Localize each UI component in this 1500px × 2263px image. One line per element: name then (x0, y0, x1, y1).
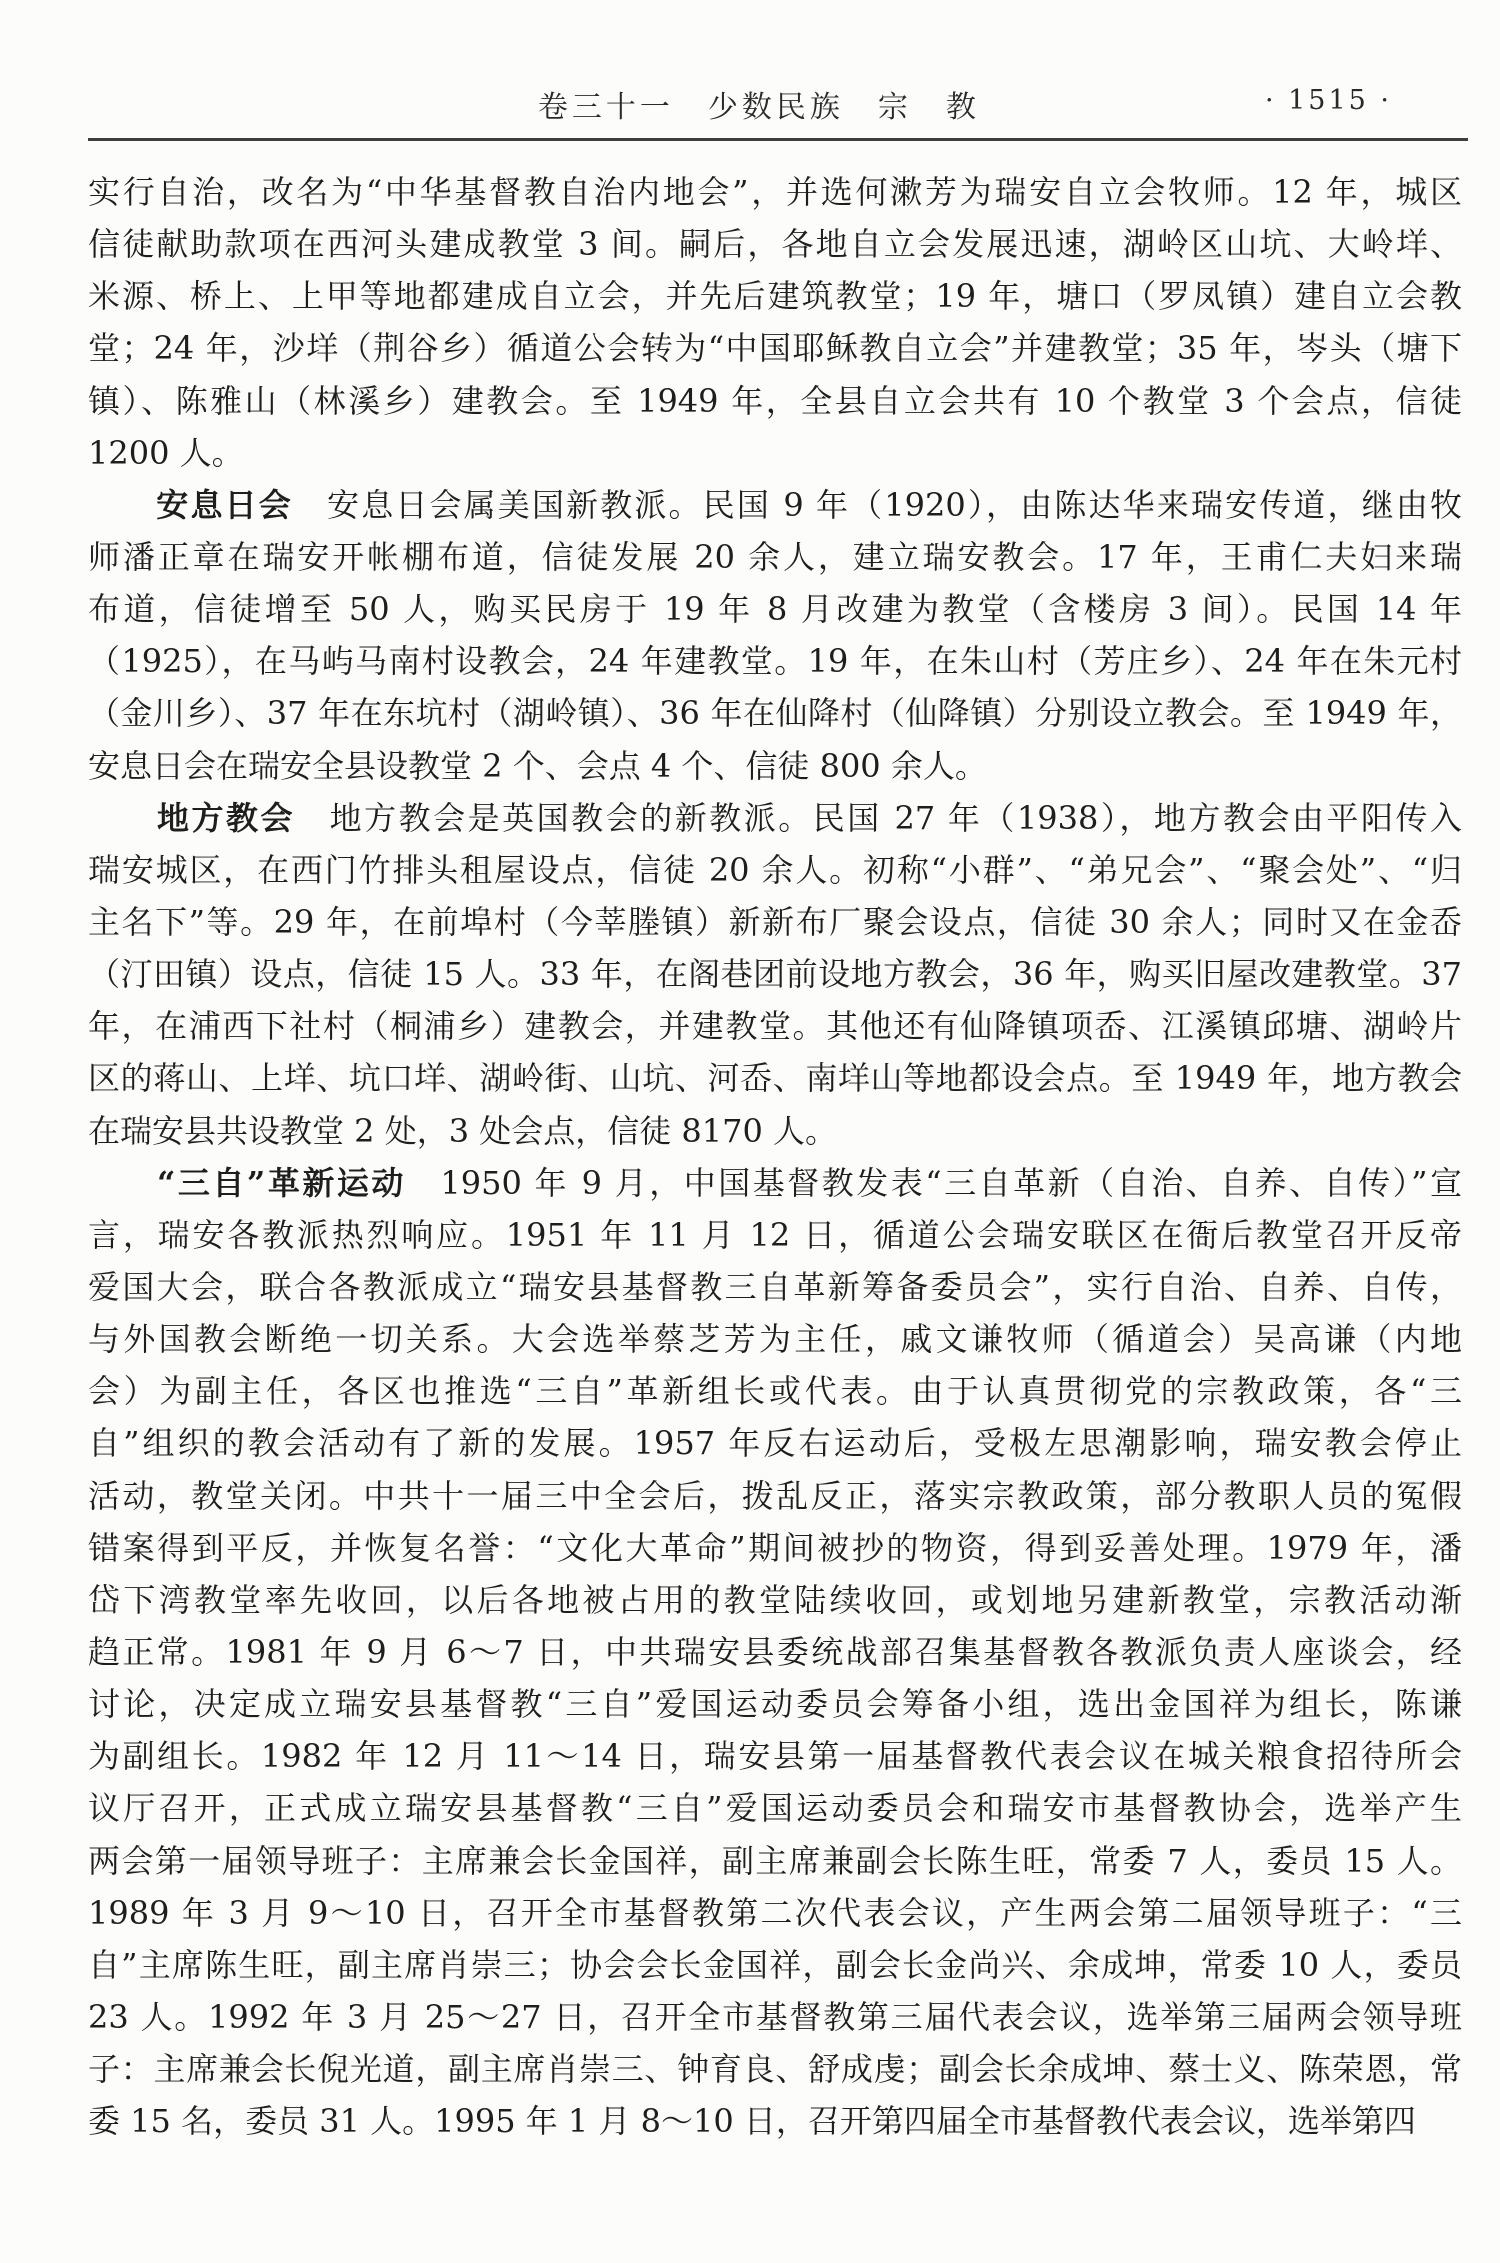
text-line: 讨论，决定成立瑞安县基督教“三自”爱国运动委员会筹备小组，选出金国祥为组长，陈谦 (88, 1685, 1462, 1724)
text-line: 活动，教堂关闭。中共十一届三中全会后，拨乱反正，落实宗教政策，部分教职人员的冤假 (88, 1476, 1462, 1515)
entry-text: 安息日会属美国新教派。民国 9 年（1920），由陈达华来瑞安传道，继由牧 (292, 485, 1462, 524)
text-line: 1989 年 3 月 9～10 日，召开全市基督教第二次代表会议，产生两会第二届领导班子：“三 (88, 1893, 1462, 1932)
text-line: 师潘正章在瑞安开帐棚布道，信徒发展 20 余人，建立瑞安教会。17 年，王甫仁夫妇来瑞 (88, 537, 1462, 576)
text-line: 自”主席陈生旺，副主席肖崇三；协会会长金国祥，副会长金尚兴、余成坤，常委 10 人，委员 (88, 1945, 1462, 1984)
text-line: 堂；24 年，沙垟（荆谷乡）循道公会转为“中国耶稣教自立会”并建教堂；35 年，岑头（塘下 (88, 329, 1462, 368)
text-line: 岱下湾教堂率先收回，以后各地被占用的教堂陆续收回，或划地另建新教堂，宗教活动渐 (88, 1580, 1462, 1619)
entry-term: 安息日会 (88, 485, 293, 524)
text-line (88, 1157, 1462, 1209)
text-line: （1925），在马屿马南村设教会，24 年建教堂。19 年，在朱山村（芳庄乡）、24 年在朱元村 (88, 642, 1462, 681)
entry-term: 地方教会 (88, 798, 296, 837)
text-line: 爱国大会，联合各教派成立“瑞安县基督教三自革新筹备委员会”，实行自治、自养、自传， (88, 1267, 1462, 1306)
text-line: 米源、桥上、上甲等地都建成自立会，并先后建筑教堂；19 年，塘口（罗凤镇）建自立会教 (88, 277, 1462, 316)
text-line: 子：主席兼会长倪光道，副主席肖崇三、钟育良、舒成虔；副会长余成坤、蔡士义、陈荣恩，常 (88, 2050, 1462, 2089)
text-line: 信徒献助款项在西河头建成教堂 3 间。嗣后，各地自立会发展迅速，湖岭区山坑、大岭垟、 (88, 225, 1462, 264)
page-number: · 1515 · (1264, 85, 1392, 116)
text-line: 实行自治，改名为“中华基督教自治内地会”，并选何漱芳为瑞安自立会牧师。12 年，城区 (88, 173, 1462, 211)
text-line: （汀田镇）设点，信徒 15 人。33 年，在阁巷团前设地方教会，36 年，购买旧屋改建教堂。37 (88, 955, 1462, 994)
text-line: 会）为副主任，各区也推选“三自”革新组长或代表。由于认真贯彻党的宗教政策，各“三 (88, 1372, 1462, 1411)
text-line: 错案得到平反，并恢复名誉：“文化大革命”期间被抄的物资，得到妥善处理。1979 年，潘 (88, 1528, 1462, 1567)
text-line (88, 792, 1462, 844)
entry-term: “三自”革新运动 (88, 1163, 406, 1202)
header-rule (88, 138, 1468, 141)
text-line: （金川乡）、37 年在东坑村（湖岭镇）、36 年在仙降村（仙降镇）分别设立教会。至 1949 年， (88, 694, 1462, 733)
page-header (0, 0, 1500, 140)
entry-text: 1950 年 9 月，中国基督教发表“三自革新（自治、自养、自传）”宣 (405, 1163, 1462, 1202)
text-line: 1200 人。 (88, 433, 244, 472)
text-line: 两会第一届领导班子：主席兼会长金国祥，副主席兼副会长陈生旺，常委 7 人，委员 15 人。 (88, 1841, 1462, 1880)
text-line: 与外国教会断绝一切关系。大会选举蔡芝芳为主任，戚文谦牧师（循道会）吴高谦（内地 (88, 1320, 1462, 1359)
body-text (0, 166, 1500, 2147)
chapter-title: 卷三十一 少数民族 宗 教 (537, 90, 980, 125)
text-line: 委 15 名，委员 31 人。1995 年 1 月 8～10 日，召开第四届全市基督教代表会议，选举第四 (88, 2102, 1416, 2141)
text-line: 自”组织的教会活动有了新的发展。1957 年反右运动后，受极左思潮影响，瑞安教会停止 (88, 1424, 1462, 1463)
text-line: 议厅召开，正式成立瑞安县基督教“三自”爱国运动委员会和瑞安市基督教协会，选举产生 (88, 1789, 1462, 1828)
text-line (88, 479, 1462, 531)
text-line: 瑞安城区，在西门竹排头租屋设点，信徒 20 余人。初称“小群”、“弟兄会”、“聚会处”、“归 (88, 850, 1462, 889)
entry-text: 地方教会是英国教会的新教派。民国 27 年（1938），地方教会由平阳传入 (295, 798, 1462, 837)
text-line: 区的蒋山、上垟、坑口垟、湖岭街、山坑、河岙、南垟山等地都设会点。至 1949 年，地方教会 (88, 1059, 1462, 1098)
text-line: 趋正常。1981 年 9 月 6～7 日，中共瑞安县委统战部召集基督教各教派负责人座谈会，经 (88, 1632, 1462, 1671)
text-line: 布道，信徒增至 50 人，购买民房于 19 年 8 月改建为教堂（含楼房 3 间）。民国 14 年 (88, 590, 1462, 629)
text-line: 23 人。1992 年 3 月 25～27 日，召开全市基督教第三届代表会议，选举第三届两会领导班 (88, 1997, 1462, 2036)
text-line: 安息日会在瑞安全县设教堂 2 个、会点 4 个、信徒 800 余人。 (88, 746, 987, 785)
text-line: 为副组长。1982 年 12 月 11～14 日，瑞安县第一届基督教代表会议在城关粮食招待所会 (88, 1737, 1462, 1776)
text-line: 主名下”等。29 年，在前埠村（今莘塍镇）新新布厂聚会设点，信徒 30 余人；同时又在金岙 (88, 902, 1462, 941)
text-line: 在瑞安县共设教堂 2 处，3 处会点，信徒 8170 人。 (88, 1111, 838, 1150)
text-line: 年，在浦西下社村（桐浦乡）建教会，并建教堂。其他还有仙降镇项岙、江溪镇邱塘、湖岭片 (88, 1007, 1462, 1046)
text-line: 镇）、陈雅山（林溪乡）建教会。至 1949 年，全县自立会共有 10 个教堂 3 个会点，信徒 (88, 381, 1462, 420)
text-line: 言，瑞安各教派热烈响应。1951 年 11 月 12 日，循道公会瑞安联区在衙后教堂召开反帝 (88, 1215, 1462, 1254)
